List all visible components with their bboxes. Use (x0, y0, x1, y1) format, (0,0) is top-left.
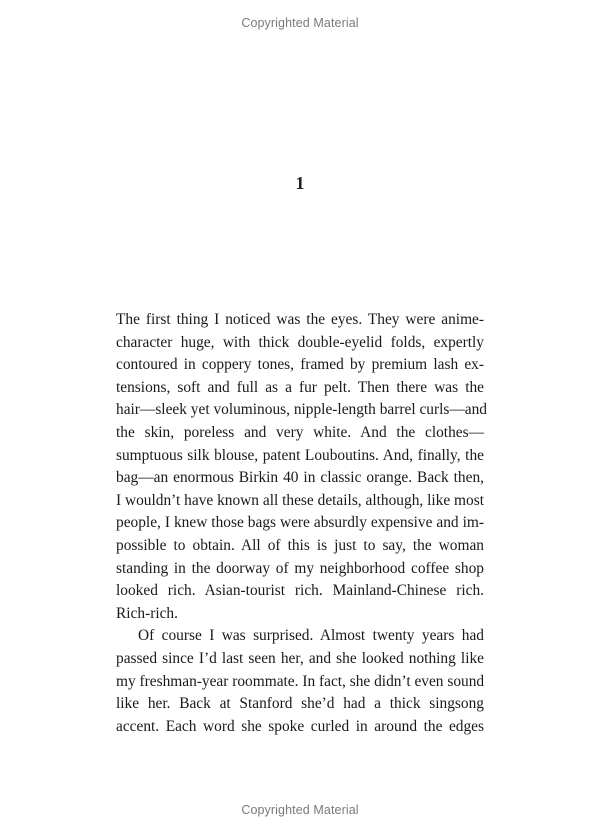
text-line: possible to obtain. All of this is just to say, the woman (116, 536, 484, 554)
chapter-number: 1 (295, 173, 305, 193)
text-line: character huge, with thick double-eyelid folds, expertly (116, 333, 484, 351)
copyright-watermark-top: Copyrighted Material (241, 16, 359, 30)
text-line: looked rich. Asian-tourist rich. Mainland-Chinese rich. (116, 582, 484, 600)
text-line: accent. Each word she spoke curled in around the edges (116, 717, 484, 735)
text-line: the skin, poreless and very white. And the clothes— (116, 423, 484, 441)
text-line: hair—sleek yet voluminous, nipple-length barrel curls—and (116, 401, 487, 419)
text-line: sumptuous silk blouse, patent Louboutins. And, finally, the (116, 446, 484, 464)
text-line: people, I knew those bags were absurdly expensive and im- (116, 514, 484, 532)
paragraph-1 (116, 309, 487, 625)
text-line: bag—an enormous Birkin 40 in classic orange. Back then, (116, 469, 484, 487)
text-line: contoured in coppery tones, framed by premium lash ex- (116, 356, 484, 374)
text-line: my freshman-year roommate. In fact, she didn’t even sound (116, 672, 485, 690)
text-line: standing in the doorway of my neighborhood coffee shop (116, 559, 484, 577)
text-line: Of course I was surprised. Almost twenty years had (138, 627, 484, 645)
paragraph-2 (116, 625, 484, 738)
copyright-watermark-bottom: Copyrighted Material (241, 803, 359, 817)
text-line: passed since I’d last seen her, and she looked nothing like (116, 649, 484, 667)
text-line: I wouldn’t have known all these details, although, like most (116, 491, 484, 509)
text-line: The first thing I noticed was the eyes. They were anime- (116, 311, 484, 328)
text-line: like her. Back at Stanford she’d had a thick singsong (116, 695, 484, 713)
text-line: tensions, soft and full as a fur pelt. Then there was the (116, 378, 484, 396)
chapter-body-text (116, 309, 487, 738)
text-line: Rich-rich. (116, 604, 178, 622)
